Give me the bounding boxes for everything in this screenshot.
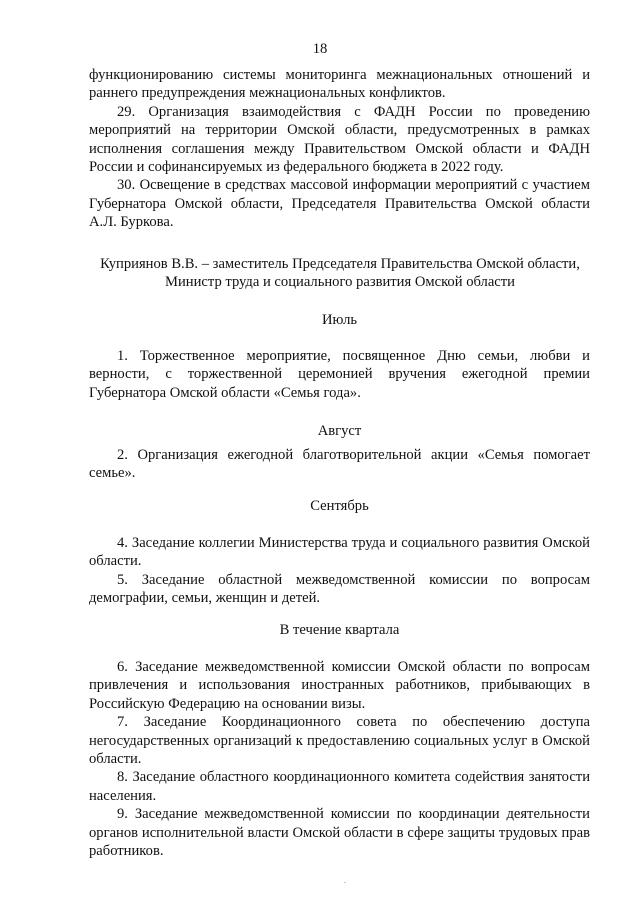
official-title-line: Министр труда и социального развития Омской области <box>165 274 515 291</box>
list-item: 6. Заседание межведомственной комиссии Омской области по вопросам привлечения и использования иностранных работников, прибывающих в Российскую Федерацию на основании визы. <box>89 659 590 712</box>
quarter-items <box>89 658 590 860</box>
page-number: 18 <box>312 41 328 57</box>
item-29: 29. Организация взаимодействия с ФАДН России по проведению мероприятий на территории Омской области, предусмотренных в рамках исполнения соглашения между Правительством Омской области и ФАДН России и софинансируемых из федерального бюджета в 2022 году. <box>89 103 590 176</box>
list-item: 4. Заседание коллегии Министерства труда и социального развития Омской области. <box>89 535 590 570</box>
month-title: Сентябрь <box>310 498 369 514</box>
item-30: 30. Освещение в средствах массовой информации мероприятий с участием Губернатора Омской области, Председателя Правительства Омской области А.Л. Буркова. <box>89 177 590 231</box>
scan-speck: . <box>344 876 346 885</box>
during-quarter <box>89 621 590 639</box>
september-items <box>89 534 590 608</box>
list-item: 8. Заседание областного координационного комитета содействия занятости населения. <box>89 769 590 804</box>
continued-paragraph: функционированию системы мониторинга межнациональных отношений и раннего предупреждения межнациональных конфликтов. <box>89 67 590 102</box>
list-item: 2. Организация ежегодной благотворительной акции «Семья помогает семье». <box>89 447 590 482</box>
month-title: Июль <box>321 312 358 328</box>
list-item: 9. Заседание межведомственной комиссии по координации деятельности органов исполнительной власти Омской области в сфере защиты трудовых прав работников. <box>89 806 590 860</box>
month-august <box>89 422 590 440</box>
august-items <box>89 446 590 483</box>
july-items <box>89 347 590 402</box>
section-header <box>80 255 600 292</box>
list-item: 7. Заседание Координационного совета по обеспечению доступа негосударственных организаций к предоставлению социальных услуг в Омской области. <box>89 714 590 768</box>
intro-paragraphs <box>89 66 590 232</box>
month-september <box>89 497 590 515</box>
month-july <box>89 311 590 329</box>
list-item: 5. Заседание областной межведомственной комиссии по вопросам демографии, семьи, женщин и детей. <box>89 571 590 607</box>
month-title: Август <box>317 423 362 439</box>
month-title: В течение квартала <box>279 622 400 638</box>
official-name-line: Куприянов В.В. – заместитель Председателя Правительства Омской области, <box>100 256 580 272</box>
list-item: 1. Торжественное мероприятие, посвященное Дню семьи, любви и верности, с торжественной церемонией вручения ежегодной премии Губернатора Омской области «Семья года». <box>89 348 590 401</box>
